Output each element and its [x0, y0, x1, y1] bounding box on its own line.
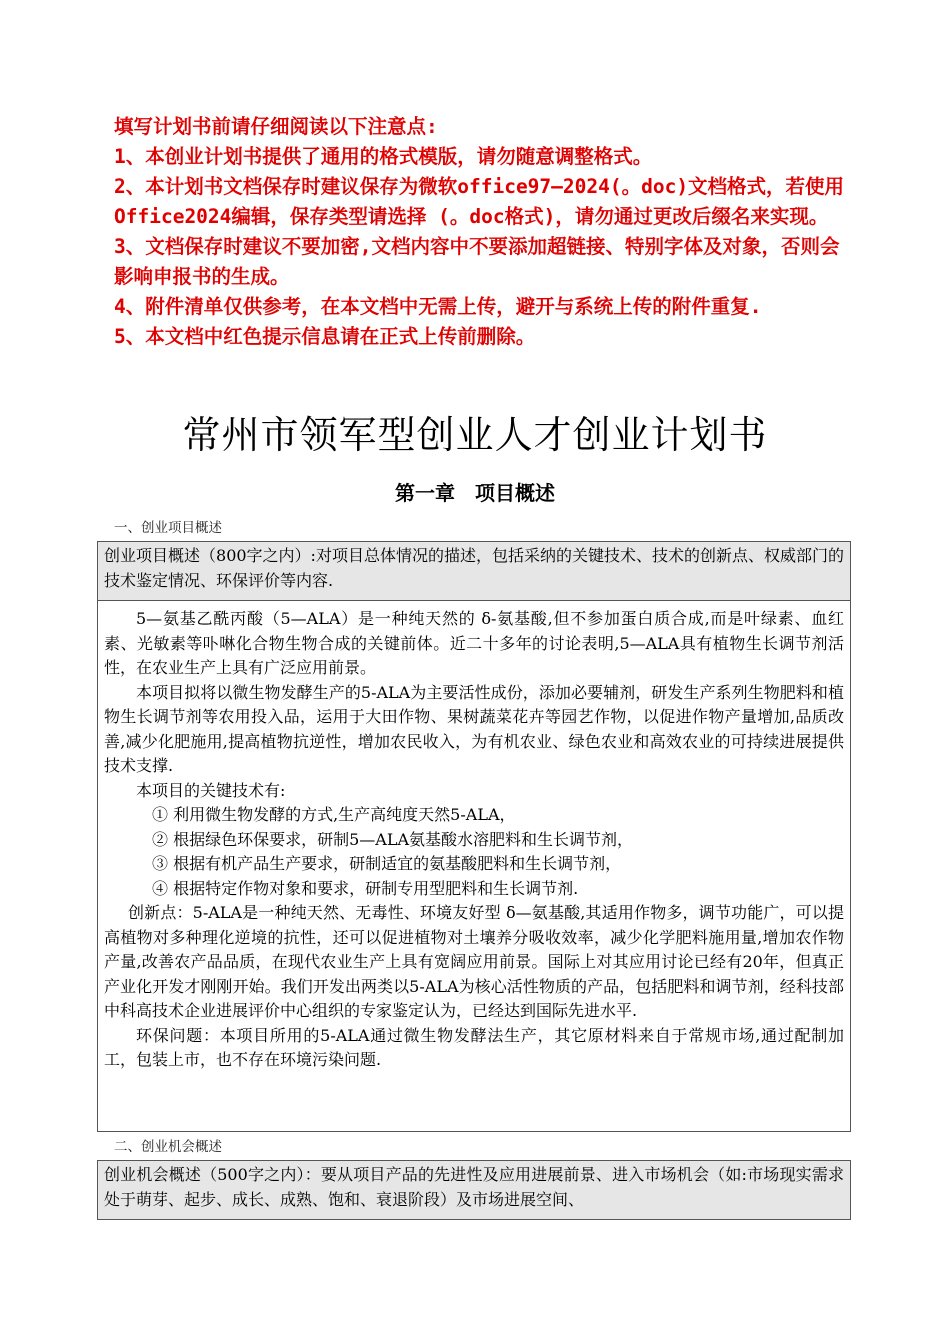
notice-line: 1、本创业计划书提供了通用的格式模版，请勿随意调整格式。	[114, 145, 653, 168]
section-heading: 二、创业机会概述	[114, 1139, 222, 1155]
notice-line: 4、附件清单仅供参考，在本文档中无需上传，避开与系统上传的附件重复.	[114, 295, 762, 318]
paragraph: 本项目拟将以微生物发酵生产的5-ALA为主要活性成份，添加必要辅剂，研发生产系列生物肥料和植物生长调节剂等农用投入品，运用于大田作物、果树蔬菜花卉等园艺作物，以促进作物产量增加,品质改善,减少化肥施用,提高植物抗逆性，增加农民收入，为有机农业、绿色农业和高效农业的可持续进展提供技术支撑.	[104, 682, 844, 775]
section-content-box	[97, 600, 851, 1132]
paragraph: 5—氨基乙酰丙酸（5—ALA）是一种纯天然的 δ-氨基酸,但不参加蛋白质合成,而是叶绿素、血红素、光敏素等卟啉化合物生物合成的关键前体。近二十多年的讨论表明,5—ALA具有植物生长调节剂活性，在农业生产上具有广泛应用前景。	[104, 609, 844, 677]
notice-line: 2、本计划书文档保存时建议保存为微软office97—2024(。doc)文档格式，若使用Office2024编辑，保存类型请选择 (。doc格式)，请勿通过更改后缀名来实现。	[114, 175, 845, 228]
section-content	[98, 601, 850, 1073]
section-prompt: 创业项目概述（800字之内）:对项目总体情况的描述，包括采纳的关键技术、技术的创新点、权威部门的技术鉴定情况、环保评价等内容.	[104, 546, 844, 590]
chapter-heading: 第一章 项目概述	[395, 481, 555, 505]
instruction-notice	[114, 112, 854, 352]
paragraph: 环保问题：本项目所用的5-ALA通过微生物发酵法生产，其它原材料来自于常规市场,通过配制加工，包装上市，也不存在环境污染问题.	[104, 1025, 844, 1069]
list-item: ① 利用微生物发酵的方式,生产高纯度天然5-ALA，	[152, 805, 516, 824]
list-item: ③ 根据有机产品生产要求，研制适宜的氨基酸肥料和生长调节剂，	[152, 854, 622, 873]
list-item: ② 根据绿色环保要求，研制5—ALA氨基酸水溶肥料和生长调节剂，	[152, 829, 634, 849]
section-prompt-box	[97, 541, 851, 601]
section-prompt-box	[97, 1160, 851, 1220]
document-title: 常州市领军型创业人才创业计划书	[182, 413, 768, 457]
notice-line: 3、文档保存时建议不要加密,文档内容中不要添加超链接、特别字体及对象，否则会影响申报书的生成。	[114, 235, 840, 288]
section-prompt: 创业机会概述（500字之内）：要从项目产品的先进性及应用进展前景、进入市场机会（如:市场现实需求处于萌芽、起步、成长、成熟、饱和、衰退阶段）及市场进展空间、	[104, 1165, 844, 1209]
notice-line: 5、本文档中红色提示信息请在正式上传前删除。	[114, 325, 536, 348]
notice-line: 填写计划书前请仔细阅读以下注意点:	[114, 115, 438, 138]
list-item: ④ 根据特定作物对象和要求，研制专用型肥料和生长调节剂.	[152, 878, 579, 898]
paragraph: 本项目的关键技术有:	[136, 780, 286, 800]
paragraph: 创新点：5-ALA是一种纯天然、无毒性、环境友好型 δ—氨基酸,其适用作物多，调节功能广，可以提高植物对多种理化逆境的抗性，还可以促进植物对土壤养分吸收效率，减少化学肥料施用量,增加农作物产量,改善农产品品质，在现代农业生产上具有宽阔应用前景。国际上对其应用讨论已经有20年，但真正产业化开发才刚刚开始。我们开发出两类以5-ALA为核心活性物质的产品，包括肥料和调节剂，经科技部中科高技术企业进展评价中心组织的专家鉴定认为，已经达到国际先进水平.	[104, 903, 844, 1020]
section-heading: 一、创业项目概述	[114, 520, 222, 536]
